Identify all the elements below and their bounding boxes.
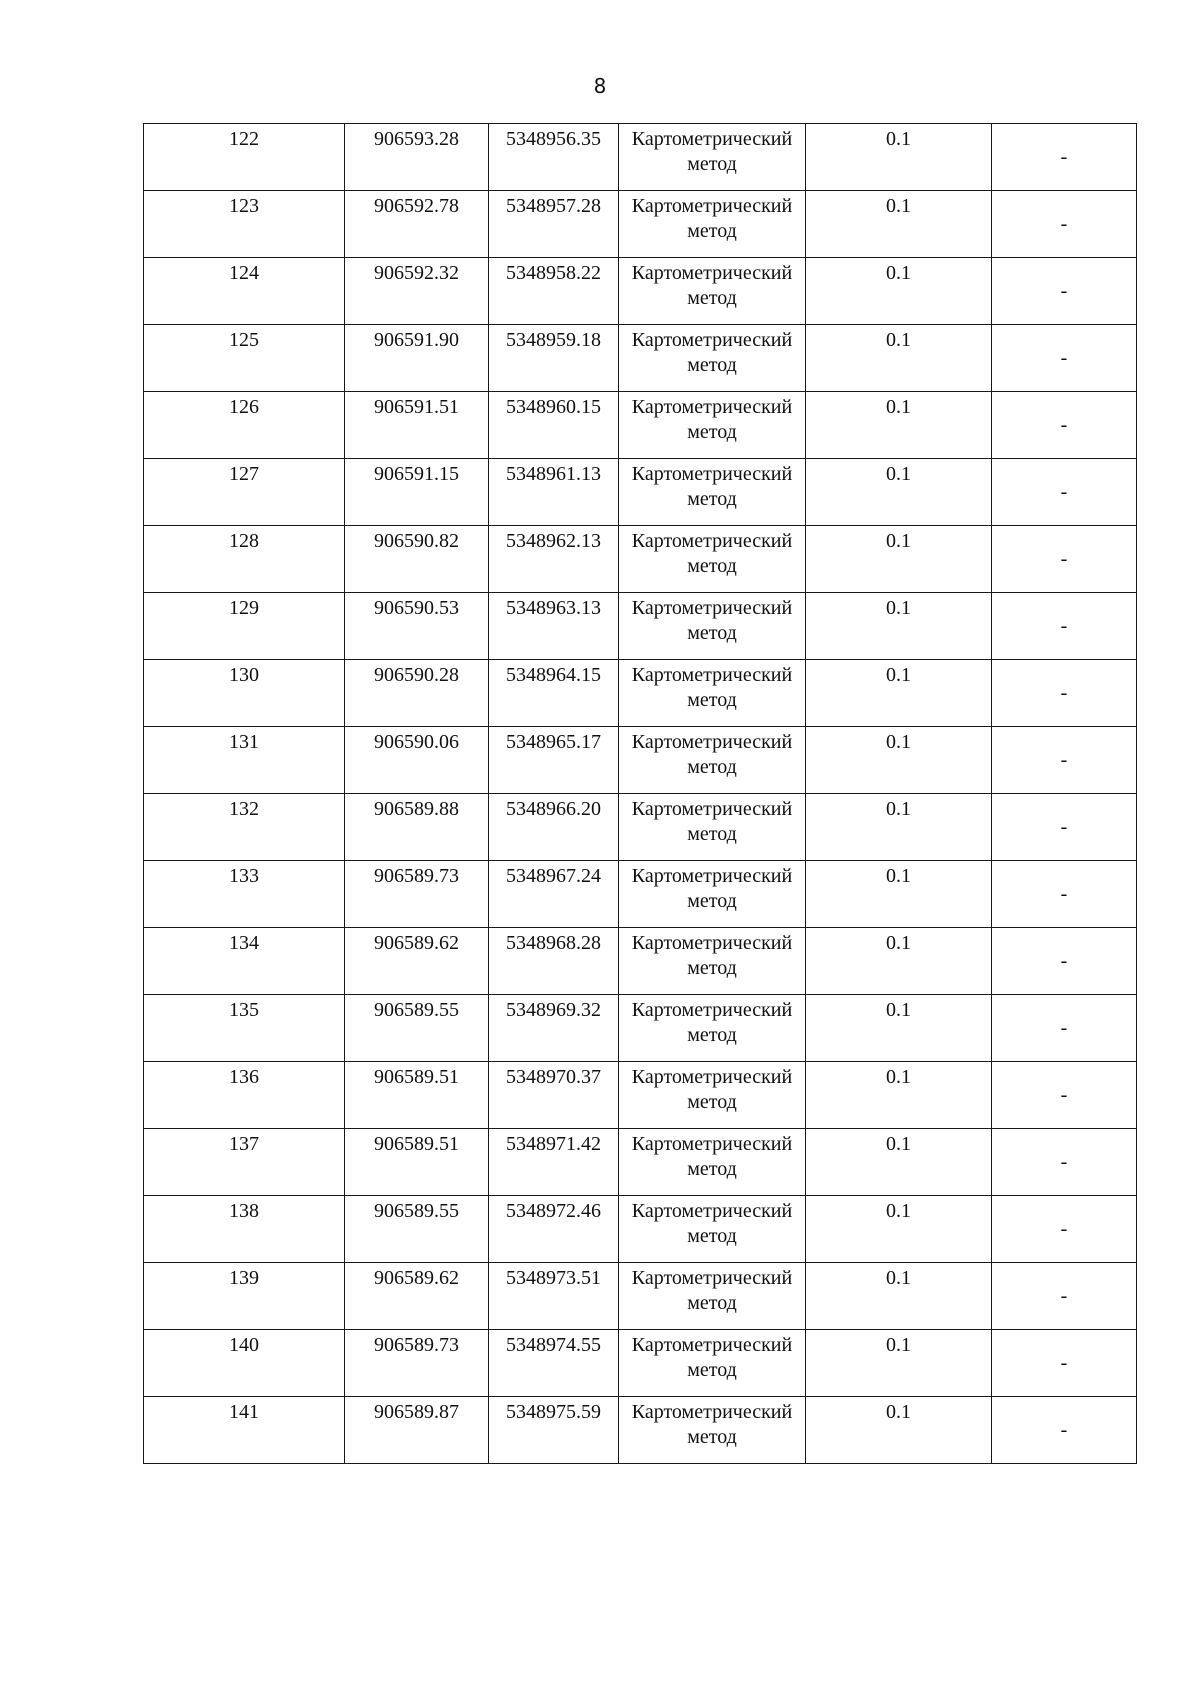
cell-note: - [992, 1263, 1137, 1330]
table-row [144, 1196, 1137, 1263]
table-row [144, 660, 1137, 727]
cell-y-coordinate: 5348974.55 [489, 1330, 619, 1397]
method-line-1: Картометрический [631, 195, 793, 217]
table-row [144, 392, 1137, 459]
cell-x-coordinate: 906589.51 [345, 1062, 489, 1129]
cell-accuracy: 0.1 [806, 124, 992, 191]
method-line-2: метод [687, 756, 737, 778]
cell-accuracy: 0.1 [806, 526, 992, 593]
cell-x-coordinate: 906592.78 [345, 191, 489, 258]
method-line-1: Картометрический [631, 1066, 793, 1088]
cell-accuracy: 0.1 [806, 660, 992, 727]
cell-y-coordinate: 5348970.37 [489, 1062, 619, 1129]
cell-accuracy: 0.1 [806, 928, 992, 995]
cell-y-coordinate: 5348969.32 [489, 995, 619, 1062]
cell-y-coordinate: 5348960.15 [489, 392, 619, 459]
method-line-2: метод [687, 287, 737, 309]
method-line-1: Картометрический [631, 1133, 793, 1155]
table-row [144, 124, 1137, 191]
method-line-2: метод [687, 354, 737, 376]
cell-method [619, 1263, 806, 1330]
method-line-2: метод [687, 890, 737, 912]
cell-accuracy: 0.1 [806, 995, 992, 1062]
table-row [144, 727, 1137, 794]
cell-x-coordinate: 906589.55 [345, 995, 489, 1062]
cell-point-number: 135 [144, 995, 345, 1062]
cell-y-coordinate: 5348967.24 [489, 861, 619, 928]
method-line-1: Картометрический [631, 530, 793, 552]
method-line-2: метод [687, 220, 737, 242]
cell-x-coordinate: 906589.51 [345, 1129, 489, 1196]
method-line-1: Картометрический [631, 664, 793, 686]
cell-y-coordinate: 5348957.28 [489, 191, 619, 258]
method-line-2: метод [687, 957, 737, 979]
cell-method [619, 660, 806, 727]
method-line-1: Картометрический [631, 128, 793, 150]
coordinates-table [143, 123, 1137, 1464]
cell-accuracy: 0.1 [806, 1397, 992, 1464]
method-line-1: Картометрический [631, 463, 793, 485]
table-row [144, 861, 1137, 928]
cell-x-coordinate: 906592.32 [345, 258, 489, 325]
cell-accuracy: 0.1 [806, 258, 992, 325]
cell-accuracy: 0.1 [806, 1129, 992, 1196]
cell-y-coordinate: 5348956.35 [489, 124, 619, 191]
table-row [144, 928, 1137, 995]
cell-accuracy: 0.1 [806, 191, 992, 258]
cell-method [619, 1196, 806, 1263]
method-line-1: Картометрический [631, 1267, 793, 1289]
method-line-1: Картометрический [631, 865, 793, 887]
table-row [144, 325, 1137, 392]
method-line-1: Картометрический [631, 999, 793, 1021]
cell-y-coordinate: 5348959.18 [489, 325, 619, 392]
method-line-2: метод [687, 1225, 737, 1247]
cell-method [619, 124, 806, 191]
cell-method [619, 1129, 806, 1196]
cell-point-number: 130 [144, 660, 345, 727]
cell-note: - [992, 1330, 1137, 1397]
cell-point-number: 124 [144, 258, 345, 325]
cell-method [619, 191, 806, 258]
cell-x-coordinate: 906590.28 [345, 660, 489, 727]
cell-method [619, 1062, 806, 1129]
cell-x-coordinate: 906589.88 [345, 794, 489, 861]
method-line-1: Картометрический [631, 1200, 793, 1222]
table-row [144, 1062, 1137, 1129]
cell-note: - [992, 928, 1137, 995]
method-line-1: Картометрический [631, 597, 793, 619]
cell-y-coordinate: 5348972.46 [489, 1196, 619, 1263]
cell-y-coordinate: 5348971.42 [489, 1129, 619, 1196]
cell-method [619, 1330, 806, 1397]
table-row [144, 258, 1137, 325]
method-line-1: Картометрический [631, 262, 793, 284]
cell-note: - [992, 1062, 1137, 1129]
table-row [144, 794, 1137, 861]
cell-accuracy: 0.1 [806, 861, 992, 928]
cell-note: - [992, 861, 1137, 928]
table-row [144, 1129, 1137, 1196]
cell-method [619, 995, 806, 1062]
method-line-1: Картометрический [631, 329, 793, 351]
method-line-2: метод [687, 622, 737, 644]
cell-accuracy: 0.1 [806, 325, 992, 392]
cell-accuracy: 0.1 [806, 392, 992, 459]
table-row [144, 1263, 1137, 1330]
cell-method [619, 928, 806, 995]
cell-note: - [992, 1129, 1137, 1196]
cell-point-number: 122 [144, 124, 345, 191]
method-line-2: метод [687, 1292, 737, 1314]
cell-y-coordinate: 5348975.59 [489, 1397, 619, 1464]
cell-x-coordinate: 906593.28 [345, 124, 489, 191]
cell-note: - [992, 191, 1137, 258]
cell-y-coordinate: 5348968.28 [489, 928, 619, 995]
cell-method [619, 861, 806, 928]
cell-note: - [992, 459, 1137, 526]
cell-note: - [992, 526, 1137, 593]
cell-point-number: 126 [144, 392, 345, 459]
cell-x-coordinate: 906591.51 [345, 392, 489, 459]
cell-accuracy: 0.1 [806, 593, 992, 660]
cell-method [619, 526, 806, 593]
cell-x-coordinate: 906589.73 [345, 1330, 489, 1397]
table-row [144, 1397, 1137, 1464]
method-line-2: метод [687, 1426, 737, 1448]
method-line-2: метод [687, 555, 737, 577]
cell-method [619, 794, 806, 861]
cell-accuracy: 0.1 [806, 1330, 992, 1397]
cell-note: - [992, 1196, 1137, 1263]
cell-accuracy: 0.1 [806, 1263, 992, 1330]
cell-y-coordinate: 5348973.51 [489, 1263, 619, 1330]
cell-note: - [992, 392, 1137, 459]
cell-note: - [992, 995, 1137, 1062]
page-number: 8 [593, 74, 607, 98]
method-line-1: Картометрический [631, 1401, 793, 1423]
cell-x-coordinate: 906589.62 [345, 1263, 489, 1330]
cell-y-coordinate: 5348961.13 [489, 459, 619, 526]
cell-note: - [992, 258, 1137, 325]
method-line-2: метод [687, 689, 737, 711]
cell-y-coordinate: 5348965.17 [489, 727, 619, 794]
cell-accuracy: 0.1 [806, 727, 992, 794]
cell-x-coordinate: 906590.53 [345, 593, 489, 660]
cell-x-coordinate: 906591.90 [345, 325, 489, 392]
cell-method [619, 258, 806, 325]
cell-x-coordinate: 906589.87 [345, 1397, 489, 1464]
method-line-2: метод [687, 1024, 737, 1046]
cell-method [619, 593, 806, 660]
cell-point-number: 140 [144, 1330, 345, 1397]
method-line-2: метод [687, 1091, 737, 1113]
method-line-2: метод [687, 488, 737, 510]
method-line-1: Картометрический [631, 798, 793, 820]
table-row [144, 526, 1137, 593]
cell-point-number: 133 [144, 861, 345, 928]
cell-note: - [992, 124, 1137, 191]
cell-method [619, 1397, 806, 1464]
cell-x-coordinate: 906590.06 [345, 727, 489, 794]
cell-x-coordinate: 906589.55 [345, 1196, 489, 1263]
cell-point-number: 136 [144, 1062, 345, 1129]
cell-note: - [992, 794, 1137, 861]
cell-accuracy: 0.1 [806, 459, 992, 526]
method-line-2: метод [687, 823, 737, 845]
cell-accuracy: 0.1 [806, 1062, 992, 1129]
method-line-1: Картометрический [631, 731, 793, 753]
table-row [144, 593, 1137, 660]
cell-y-coordinate: 5348966.20 [489, 794, 619, 861]
cell-accuracy: 0.1 [806, 1196, 992, 1263]
cell-point-number: 134 [144, 928, 345, 995]
cell-note: - [992, 593, 1137, 660]
cell-y-coordinate: 5348962.13 [489, 526, 619, 593]
cell-y-coordinate: 5348964.15 [489, 660, 619, 727]
method-line-2: метод [687, 421, 737, 443]
cell-point-number: 132 [144, 794, 345, 861]
cell-point-number: 128 [144, 526, 345, 593]
cell-method [619, 727, 806, 794]
cell-point-number: 137 [144, 1129, 345, 1196]
cell-note: - [992, 660, 1137, 727]
cell-x-coordinate: 906589.73 [345, 861, 489, 928]
cell-point-number: 139 [144, 1263, 345, 1330]
cell-x-coordinate: 906589.62 [345, 928, 489, 995]
cell-note: - [992, 1397, 1137, 1464]
table-row [144, 995, 1137, 1062]
method-line-2: метод [687, 1158, 737, 1180]
cell-point-number: 125 [144, 325, 345, 392]
table-body [144, 124, 1137, 1464]
table-row [144, 191, 1137, 258]
cell-x-coordinate: 906591.15 [345, 459, 489, 526]
cell-method [619, 325, 806, 392]
cell-point-number: 127 [144, 459, 345, 526]
method-line-1: Картометрический [631, 1334, 793, 1356]
cell-y-coordinate: 5348958.22 [489, 258, 619, 325]
cell-point-number: 141 [144, 1397, 345, 1464]
method-line-1: Картометрический [631, 932, 793, 954]
method-line-2: метод [687, 153, 737, 175]
cell-accuracy: 0.1 [806, 794, 992, 861]
cell-x-coordinate: 906590.82 [345, 526, 489, 593]
table-row [144, 459, 1137, 526]
cell-point-number: 123 [144, 191, 345, 258]
cell-point-number: 129 [144, 593, 345, 660]
method-line-2: метод [687, 1359, 737, 1381]
cell-point-number: 131 [144, 727, 345, 794]
method-line-1: Картометрический [631, 396, 793, 418]
table-row [144, 1330, 1137, 1397]
cell-y-coordinate: 5348963.13 [489, 593, 619, 660]
cell-method [619, 459, 806, 526]
cell-method [619, 392, 806, 459]
cell-note: - [992, 727, 1137, 794]
cell-point-number: 138 [144, 1196, 345, 1263]
cell-note: - [992, 325, 1137, 392]
